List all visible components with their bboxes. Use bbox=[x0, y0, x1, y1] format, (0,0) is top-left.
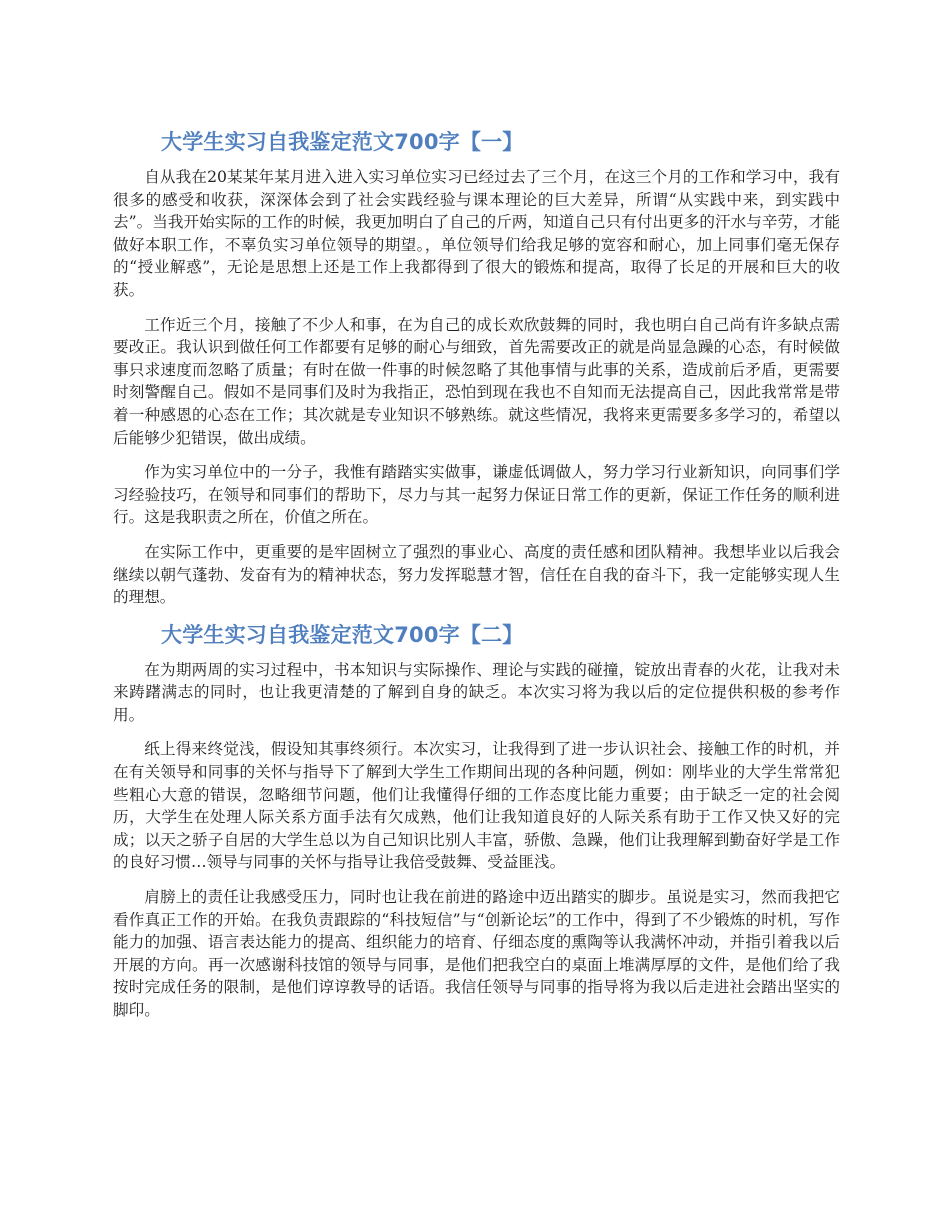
section-title: 大学生实习自我鉴定范文700字【一】 bbox=[161, 130, 524, 154]
paragraph: 作为实习单位中的一分子，我惟有踏踏实实做事，谦虚低调做人，努力学习行业新知识，向同事们学习经验技巧，在领导和同事们的帮助下，尽力与其一起努力保证日常工作的更新，保证工作任务的顺利进行。这是我职责之所在，价值之所在。 bbox=[113, 463, 840, 527]
paragraph: 肩膀上的责任让我感受压力，同时也让我在前进的路途中迈出踏实的脚步。虽说是实习，然而我把它看作真正工作的开始。在我负责跟踪的“科技短信”与“创新论坛”的工作中，得到了不少锻炼的时机，写作能力的加强、语言表达能力的提高、组织能力的培育、仔细态度的熏陶等认我满怀冲动，并指引着我以后开展的方向。再一次感谢科技馆的领导与同事，是他们把我空白的桌面上堆满厚厚的文件，是他们给了我按时完成任务的限制，是他们谆谆教导的话语。我信任领导与同事的指导将为我以后走进社会踏出坚实的脚印。 bbox=[113, 888, 840, 1019]
section-two bbox=[113, 621, 840, 1022]
paragraph: 自从我在20某某年某月进入进入实习单位实习已经过去了三个月，在这三个月的工作和学习中，我有很多的感受和收获，深深体会到了社会实践经验与课本理论的巨大差异，所谓“从实践中来，到实践中去”。当我开始实际的工作的时候，我更加明白了自己的斤两，知道自己只有付出更多的汗水与辛劳，才能做好本职工作，不辜负实习单位领导的期望。，单位领导们给我足够的宽容和耐心，加上同事们毫无保存的“授业解惑”，无论是思想上还是工作上我都得到了很大的锻炼和提高，取得了长足的开展和巨大的收获。 bbox=[113, 168, 840, 299]
section-title: 大学生实习自我鉴定范文700字【二】 bbox=[161, 622, 524, 647]
paragraph: 在实际工作中，更重要的是牢固树立了强烈的事业心、高度的责任感和团队精神。我想毕业以后我会继续以朝气蓬勃、发奋有为的精神状态，努力发挥聪慧才智，信任在自我的奋斗下，我一定能够实现人生的理想。 bbox=[113, 542, 840, 607]
paragraph: 工作近三个月，接触了不少人和事，在为自己的成长欢欣鼓舞的同时，我也明白自己尚有许多缺点需要改正。我认识到做任何工作都要有足够的耐心与细致，首先需要改正的就是尚显急躁的心态，有时候做事只求速度而忽略了质量；有时在做一件事的时候忽略了其他事情与此事的关系，造成前后矛盾，更需要时刻警醒自己。假如不是同事们及时为我指正，恐怕到现在我也不自知而无法提高自己，因此我常常是带着一种感恩的心态在工作；其次就是专业知识不够熟练。就这些情况，我将来更需要多多学习的，希望以后能够少犯错误，做出成绩。 bbox=[113, 315, 840, 447]
paragraph: 纸上得来终觉浅，假设知其事终须行。本次实习，让我得到了进一步认识社会、接触工作的时机，并在有关领导和同事的关怀与指导下了解到大学生工作期间出现的各种问题，例如：刚毕业的大学生常常犯些粗心大意的错误，忽略细节问题，他们让我懂得仔细的工作态度比能力重要；由于缺乏一定的社会阅历，大学生在处理人际关系方面手法有欠成熟，他们让我知道良好的人际关系有助于工作又快又好的完成；以天之骄子自居的大学生总以为自己知识比别人丰富，骄傲、急躁，他们让我理解到勤奋好学是工作的良好习惯…领导与同事的关怀与指导让我倍受鼓舞、受益匪浅。 bbox=[113, 740, 840, 872]
document-body bbox=[113, 128, 840, 1034]
section-one bbox=[113, 128, 840, 609]
paragraph: 在为期两周的实习过程中，书本知识与实际操作、理论与实践的碰撞，锭放出青春的火花，让我对未来踌躇满志的同时，也让我更清楚的了解到自身的缺乏。本次实习将为我以后的定位提供积极的参考作用。 bbox=[113, 660, 840, 724]
